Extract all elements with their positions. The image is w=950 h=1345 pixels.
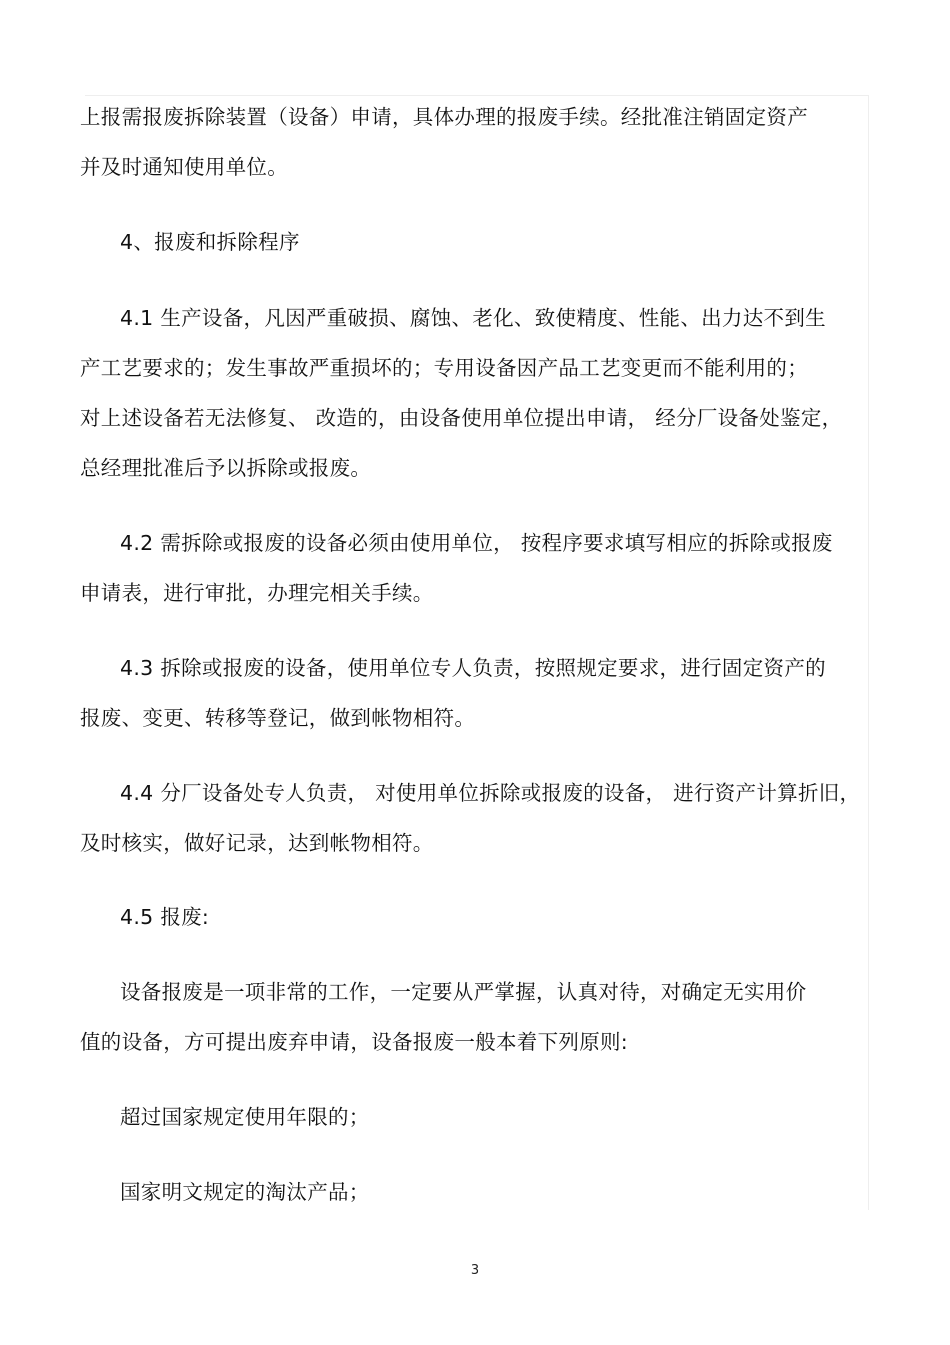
text-line: 申请表，进行审批，办理完相关手续。	[80, 581, 434, 605]
text-line: 产工艺要求的；发生事故严重损坏的；专用设备因产品工艺变更而不能利用的；	[80, 356, 808, 380]
text-line: 4.4 分厂设备处专人负责， 对使用单位拆除或报废的设备， 进行资产计算折旧，	[120, 781, 861, 805]
text-line: 报废、变更、转移等登记，做到帐物相符。	[80, 706, 476, 730]
text-line: 值的设备，方可提出废弃申请，设备报废一般本着下列原则:	[80, 1030, 629, 1054]
section-heading: 4、报废和拆除程序	[120, 230, 300, 254]
text-line: 4.2 需拆除或报废的设备必须由使用单位， 按程序要求填写相应的拆除或报废	[120, 531, 833, 555]
text-line: 4.1 生产设备，凡因严重破损、腐蚀、老化、致使精度、性能、出力达不到生	[120, 306, 826, 330]
text-line: 4.5 报废:	[120, 905, 210, 929]
text-line: 及时核实，做好记录，达到帐物相符。	[80, 831, 434, 855]
page-number: 3	[470, 1263, 480, 1278]
page-border-top	[85, 95, 868, 96]
text-line: 设备报废是一项非常的工作，一定要从严掌握，认真对待，对确定无实用价	[120, 980, 807, 1004]
text-line: 上报需报废拆除装置（设备）申请，具体办理的报废手续。经批准注销固定资产	[80, 105, 808, 129]
text-line: 超过国家规定使用年限的；	[120, 1105, 370, 1129]
text-line: 并及时通知使用单位。	[80, 155, 288, 179]
text-line: 4.3 拆除或报废的设备，使用单位专人负责，按照规定要求，进行固定资产的	[120, 656, 826, 680]
text-line: 对上述设备若无法修复、 改造的，由设备使用单位提出申请， 经分厂设备处鉴定，	[80, 406, 843, 430]
text-line: 国家明文规定的淘汰产品；	[120, 1180, 370, 1204]
text-line: 总经理批准后予以拆除或报废。	[80, 456, 372, 480]
page-border-right	[868, 95, 869, 1210]
